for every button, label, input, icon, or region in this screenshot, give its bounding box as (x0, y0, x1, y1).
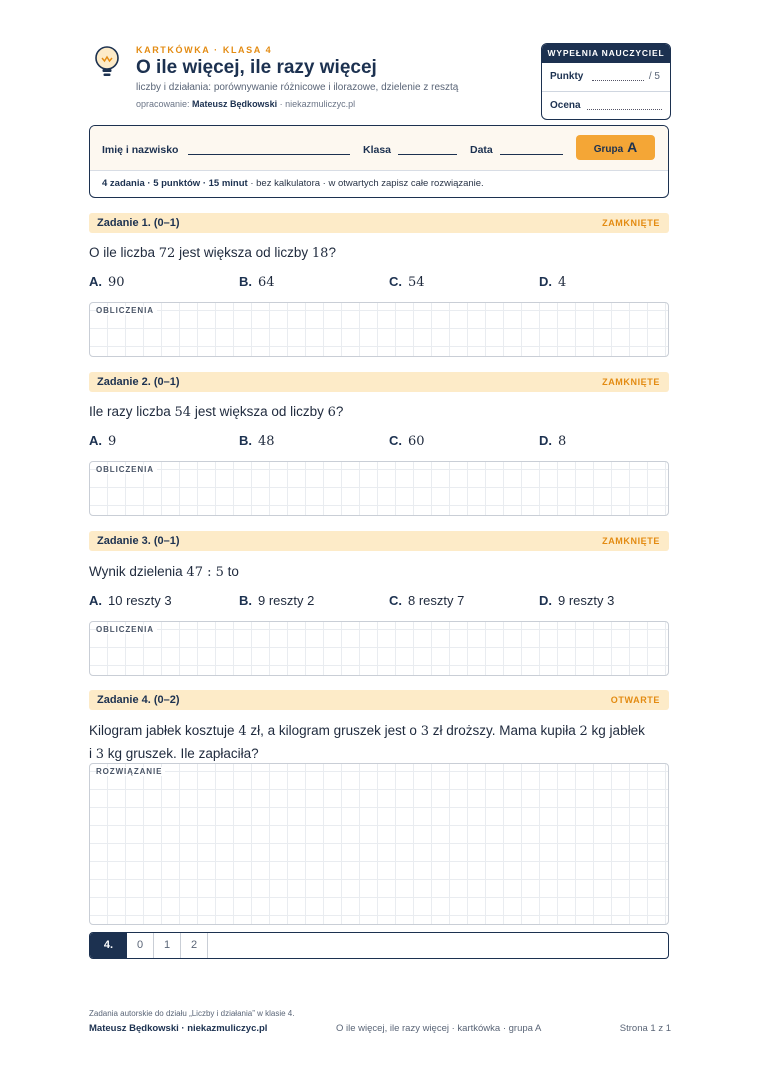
points-field[interactable] (592, 80, 644, 81)
task-type: OTWARTE (610, 695, 660, 705)
answer-option-b[interactable]: B. 48 (239, 433, 275, 449)
worksheet-kicker: KARTKÓWKA · KLASA 4 (136, 45, 273, 55)
student-fields (90, 126, 668, 171)
points-row (542, 63, 670, 91)
score-task-number: 4. (90, 933, 127, 958)
task-3-work-area[interactable] (89, 621, 669, 676)
answer-option-a[interactable]: A. 90 (89, 274, 125, 290)
score-option[interactable]: 2 (181, 933, 208, 958)
test-info: 4 zadania · 5 punktów · 15 minut · bez kalkulatora · w otwartych zapisz całe rozwiązanie. (102, 178, 484, 189)
page-subtitle: liczby i działania: porównywanie różnicowe i ilorazowe, dzielenie z resztą (136, 82, 459, 93)
task-title: Zadanie 3. (0–1) (97, 535, 180, 547)
task-1-work-area[interactable] (89, 302, 669, 357)
page-number: Strona 1 z 1 (619, 1023, 671, 1034)
work-area-label: OBLICZENIA (96, 625, 157, 634)
date-field[interactable] (500, 154, 563, 155)
answer-option-a[interactable]: A. 10 reszty 3 (89, 593, 172, 608)
answer-option-c[interactable]: C. 8 reszty 7 (389, 593, 465, 608)
task-2-work-area[interactable] (89, 461, 669, 516)
answer-option-b[interactable]: B. 64 (239, 274, 275, 290)
points-label: Punkty (550, 71, 584, 82)
grade-row (542, 91, 670, 119)
teacher-grading-box (541, 43, 671, 120)
answer-option-b[interactable]: B. 9 reszty 2 (239, 593, 315, 608)
task-2-question: Ile razy liczba 54 jest większa od liczby 6? (89, 404, 344, 420)
answer-option-c[interactable]: C. 60 (389, 433, 425, 449)
task-3-question: Wynik dzielenia 47 : 5 to (89, 564, 239, 580)
task-type: ZAMKNIĘTE (602, 218, 660, 228)
author-line: opracowanie: Mateusz Będkowski · niekazmuliczyc.pl (136, 99, 356, 109)
name-field[interactable] (188, 154, 350, 155)
answer-option-c[interactable]: C. 54 (389, 274, 425, 290)
points-max: / 5 (648, 71, 660, 82)
task-4-score-row (89, 932, 669, 959)
grade-label: Ocena (550, 100, 581, 111)
date-label: Data (470, 144, 493, 156)
score-option[interactable]: 0 (127, 933, 154, 958)
class-label: Klasa (363, 144, 392, 156)
task-title: Zadanie 1. (0–1) (97, 217, 180, 229)
class-field[interactable] (398, 154, 457, 155)
task-title: Zadanie 2. (0–1) (97, 376, 180, 388)
grade-field[interactable] (587, 109, 662, 110)
student-info-box (89, 125, 669, 198)
answer-option-d[interactable]: D. 8 (539, 433, 567, 449)
score-option[interactable]: 1 (154, 933, 181, 958)
task-2-header (89, 372, 669, 392)
solution-area-label: ROZWIĄZANIE (96, 767, 165, 776)
footer-note: Zadania autorskie do działu „Liczby i działania” w klasie 4. (89, 1009, 295, 1018)
task-title: Zadanie 4. (0–2) (97, 694, 180, 706)
task-type: ZAMKNIĘTE (602, 536, 660, 546)
answer-option-a[interactable]: A. 9 (89, 433, 117, 449)
group-letter: A (627, 139, 638, 155)
teacher-box-heading: WYPEŁNIA NAUCZYCIEL (542, 44, 670, 63)
work-area-label: OBLICZENIA (96, 306, 157, 315)
task-4-solution-area[interactable] (89, 763, 669, 925)
work-area-label: OBLICZENIA (96, 465, 157, 474)
task-4-question: Kilogram jabłek kosztuje 4 zł, a kilogram gruszek jest o 3 zł droższy. Mama kupiła 2 kg jabłek i 3 kg gruszek. Ile zapłaciła? (89, 723, 645, 762)
answer-option-d[interactable]: D. 4 (539, 274, 567, 290)
task-1-question: O ile liczba 72 jest większa od liczby 18? (89, 245, 336, 261)
footer-author: Mateusz Będkowski · niekazmuliczyc.pl (89, 1023, 268, 1034)
footer-document-title: O ile więcej, ile razy więcej · kartkówka · grupa A (336, 1023, 542, 1034)
name-label: Imię i nazwisko (102, 144, 179, 156)
author-name: Mateusz Będkowski (192, 99, 278, 109)
task-type: ZAMKNIĘTE (602, 377, 660, 387)
page-title: O ile więcej, ile razy więcej (136, 57, 377, 78)
task-1-header (89, 213, 669, 233)
task-4-header (89, 690, 669, 710)
group-badge: Grupa A (576, 135, 655, 160)
task-3-header (89, 531, 669, 551)
answer-option-d[interactable]: D. 9 reszty 3 (539, 593, 615, 608)
lightbulb-icon (91, 44, 123, 80)
